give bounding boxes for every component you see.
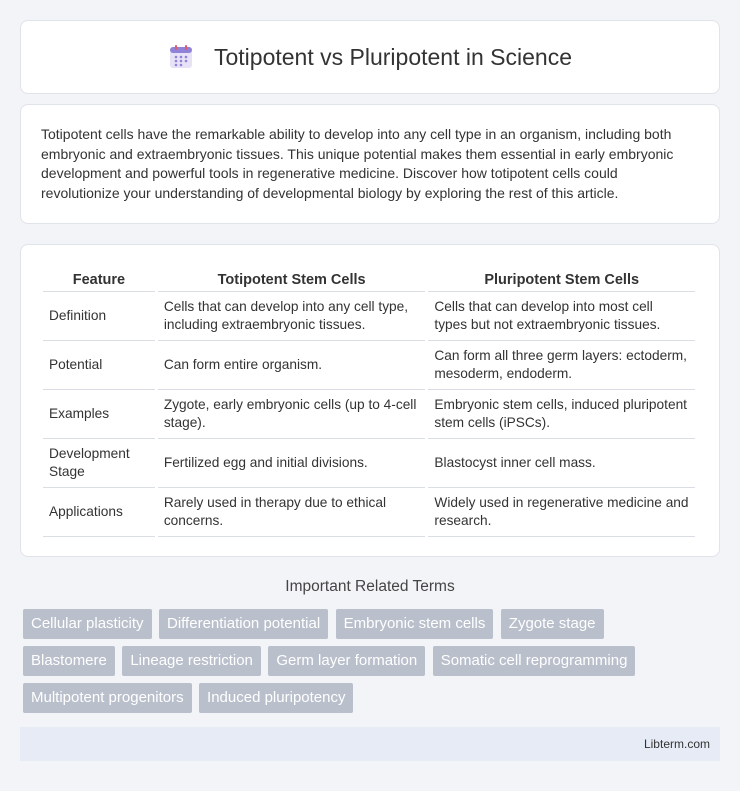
related-terms-title: Important Related Terms: [285, 578, 455, 595]
feature-cell: Examples: [43, 390, 155, 439]
related-term-tag[interactable]: Cellular plasticity: [23, 609, 152, 639]
feature-cell: Applications: [43, 488, 155, 537]
table-row: [43, 439, 695, 488]
related-terms-list: [23, 609, 723, 720]
header-card: [20, 20, 720, 94]
feature-cell: Development Stage: [43, 439, 155, 488]
related-term-tag[interactable]: Zygote stage: [501, 609, 604, 639]
totipotent-cell: Cells that can develop into any cell type, including extraembryonic tissues.: [158, 292, 426, 341]
totipotent-cell: Rarely used in therapy due to ethical concerns.: [158, 488, 426, 537]
pluripotent-cell: Blastocyst inner cell mass.: [428, 439, 695, 488]
table-header-row: [43, 265, 695, 292]
pluripotent-cell: Widely used in regenerative medicine and research.: [428, 488, 695, 537]
table-row: [43, 292, 695, 341]
comparison-table-card: [20, 244, 720, 557]
pluripotent-cell: Cells that can develop into most cell types but not extraembryonic tissues.: [428, 292, 695, 341]
comparison-table: [40, 265, 698, 537]
feature-cell: Potential: [43, 341, 155, 390]
related-term-tag[interactable]: Multipotent progenitors: [23, 683, 192, 713]
intro-card: [20, 104, 720, 224]
related-term-tag[interactable]: Differentiation potential: [159, 609, 328, 639]
related-term-tag[interactable]: Blastomere: [23, 646, 115, 676]
table-row: [43, 341, 695, 390]
pluripotent-cell: Can form all three germ layers: ectoderm, mesoderm, endoderm.: [428, 341, 695, 390]
header-feature: Feature: [43, 265, 155, 292]
footer-site-link[interactable]: Libterm.com: [643, 737, 710, 751]
related-term-tag[interactable]: Somatic cell reprogramming: [433, 646, 636, 676]
pluripotent-cell: Embryonic stem cells, induced pluripotent stem cells (iPSCs).: [428, 390, 695, 439]
calendar-icon: [168, 44, 194, 70]
page-title: Totipotent vs Pluripotent in Science: [214, 43, 572, 70]
related-term-tag[interactable]: Germ layer formation: [268, 646, 425, 676]
totipotent-cell: Fertilized egg and initial divisions.: [158, 439, 426, 488]
footer: [20, 727, 720, 761]
related-term-tag[interactable]: Induced pluripotency: [199, 683, 353, 713]
table-row: [43, 488, 695, 537]
related-term-tag[interactable]: Embryonic stem cells: [336, 609, 494, 639]
table-row: [43, 390, 695, 439]
intro-text: Totipotent cells have the remarkable ability to develop into any cell type in an organism, including both embryonic and extraembryonic tissues. This unique potential makes them essential in early embryonic development and powerful tools in regenerative medicine. Discover how totipotent cells could revolutionize your understanding of developmental biology by exploring the rest of this article.: [41, 126, 674, 201]
header-totipotent: Totipotent Stem Cells: [158, 265, 426, 292]
header-pluripotent: Pluripotent Stem Cells: [428, 265, 695, 292]
totipotent-cell: Can form entire organism.: [158, 341, 426, 390]
totipotent-cell: Zygote, early embryonic cells (up to 4-cell stage).: [158, 390, 426, 439]
related-term-tag[interactable]: Lineage restriction: [122, 646, 261, 676]
feature-cell: Definition: [43, 292, 155, 341]
